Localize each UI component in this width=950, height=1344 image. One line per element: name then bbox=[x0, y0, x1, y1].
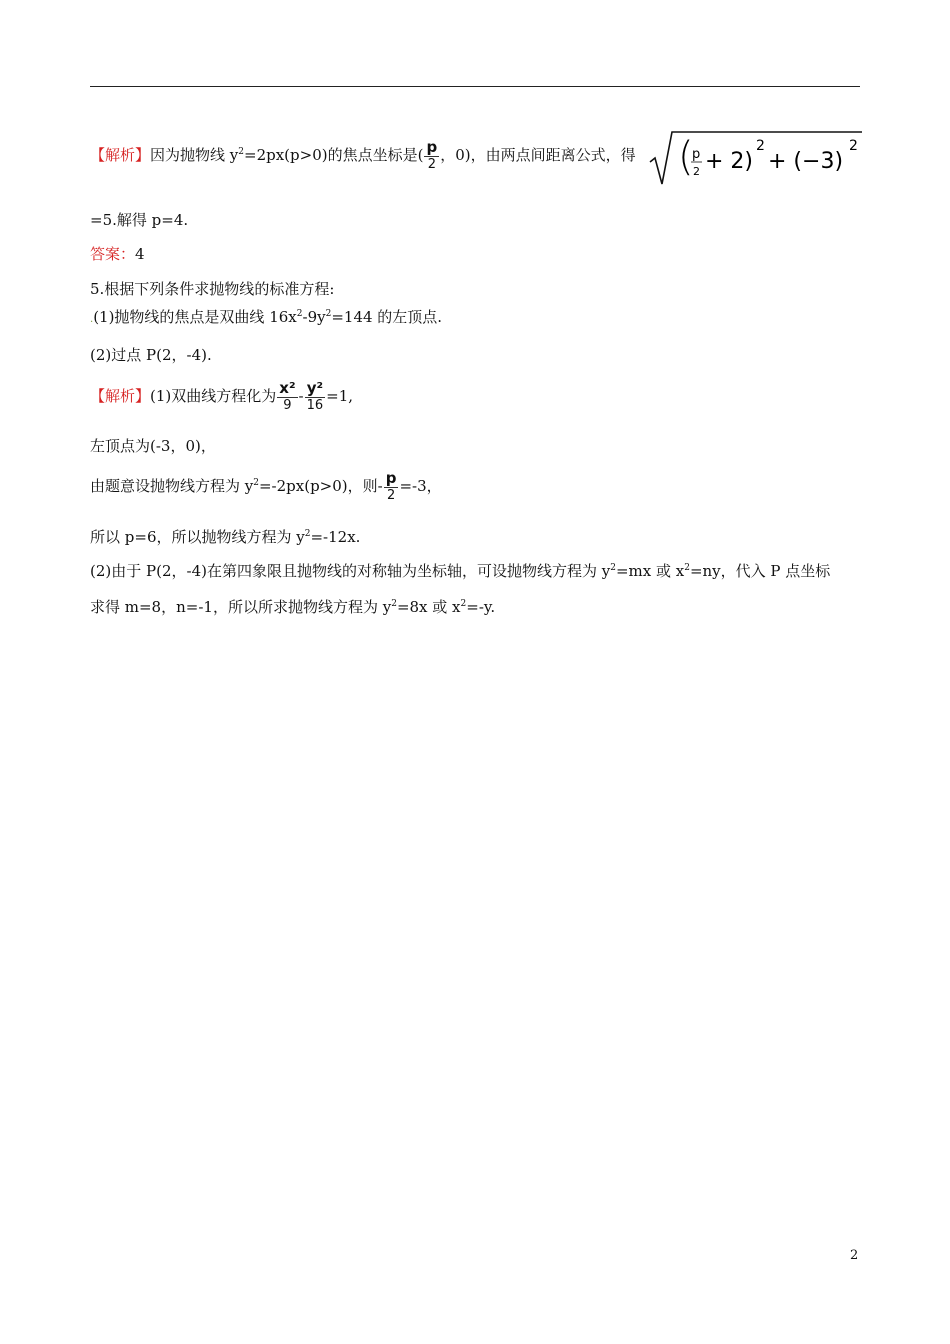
sqrt-formula bbox=[648, 128, 862, 188]
text: =1, bbox=[326, 387, 354, 405]
text: =-12x. bbox=[310, 528, 361, 546]
text: 求得 m=8，n=-1，所以所求抛物线方程为 y bbox=[90, 598, 392, 616]
superscript: 2 bbox=[684, 563, 690, 573]
text: =8x 或 x bbox=[396, 598, 461, 616]
solution-line-1 bbox=[90, 380, 353, 414]
question-5-part-1 bbox=[90, 307, 442, 330]
fraction-numerator: p bbox=[426, 138, 438, 156]
text: -9y bbox=[302, 308, 326, 326]
left-paren: ( bbox=[678, 134, 694, 180]
superscript: 2 bbox=[391, 599, 397, 609]
fraction-y2-over-16 bbox=[305, 380, 326, 414]
answer-value: 4 bbox=[135, 245, 145, 263]
analysis-tag: 【解析】 bbox=[90, 146, 151, 164]
sqrt-plus2: + 2) bbox=[705, 149, 754, 174]
text: =-2px(p>0)，则- bbox=[258, 477, 383, 495]
superscript: 2 bbox=[253, 478, 259, 488]
fraction-denominator: 2 bbox=[424, 156, 439, 173]
text: (1)双曲线方程化为 bbox=[150, 387, 277, 405]
fraction-p-over-2 bbox=[424, 139, 439, 173]
superscript: 2 bbox=[238, 147, 244, 157]
fraction-numerator: x² bbox=[279, 379, 296, 397]
minus-sign: - bbox=[298, 387, 304, 405]
text: (2)由于 P(2，-4)在第四象限且抛物线的对称轴为坐标轴，可设抛物线方程为 y bbox=[90, 562, 611, 580]
analysis-line-2: =5.解得 p=4. bbox=[90, 211, 189, 229]
answer-line bbox=[90, 244, 145, 264]
question-5-part-2: (2)过点 P(2，-4). bbox=[90, 346, 212, 364]
sqrt-2: 2 bbox=[693, 165, 700, 178]
text: 因为抛物线 y bbox=[150, 146, 239, 164]
solution-line-3 bbox=[90, 470, 442, 504]
superscript: 2 bbox=[325, 309, 332, 319]
text: =144 的左顶点. bbox=[331, 308, 443, 326]
superscript: 2 bbox=[610, 563, 616, 573]
sqrt-rest: + (−3) bbox=[768, 149, 844, 174]
fraction-denominator: 16 bbox=[306, 398, 324, 413]
solution-line-6 bbox=[90, 597, 495, 617]
fraction-numerator: p bbox=[385, 469, 397, 487]
analysis-line-1 bbox=[90, 139, 636, 173]
fraction-denominator: 2 bbox=[384, 487, 399, 504]
solution-line-4 bbox=[90, 527, 360, 547]
text: 由题意设抛物线方程为 y bbox=[90, 477, 254, 495]
sqrt-exp2: 2 bbox=[849, 138, 858, 154]
bullet-dot-icon: . bbox=[90, 314, 94, 325]
solution-line-5 bbox=[90, 561, 830, 581]
fraction-numerator: y² bbox=[306, 379, 324, 397]
sqrt-exp1: 2 bbox=[756, 138, 765, 154]
superscript: 2 bbox=[304, 529, 311, 539]
superscript: 2 bbox=[296, 309, 303, 319]
text: =mx 或 x bbox=[615, 562, 685, 580]
text: =2px(p>0)的焦点坐标是( bbox=[244, 146, 424, 164]
superscript: 2 bbox=[460, 599, 467, 609]
text: 所以 p=6，所以抛物线方程为 y bbox=[90, 528, 305, 546]
fraction-x2-over-9 bbox=[277, 380, 297, 414]
answer-label: 答案： bbox=[90, 245, 136, 263]
fraction-denominator: 9 bbox=[277, 397, 297, 414]
solution-line-2: 左顶点为(-3，0)， bbox=[90, 437, 216, 455]
header-rule bbox=[90, 86, 860, 87]
text: (1)抛物线的焦点是双曲线 16x bbox=[93, 308, 297, 326]
page-number: 2 bbox=[850, 1248, 859, 1263]
fraction-p-over-2 bbox=[384, 470, 399, 504]
text: =-y. bbox=[466, 598, 496, 616]
sqrt-p: p bbox=[692, 147, 701, 162]
text: =ny，代入 P 点坐标 bbox=[689, 562, 831, 580]
question-5: 5.根据下列条件求抛物线的标准方程: bbox=[90, 280, 335, 298]
solution-tag: 【解析】 bbox=[90, 387, 151, 405]
text: ，0)，由两点间距离公式，得 bbox=[440, 146, 636, 164]
text: =-3， bbox=[399, 477, 442, 495]
